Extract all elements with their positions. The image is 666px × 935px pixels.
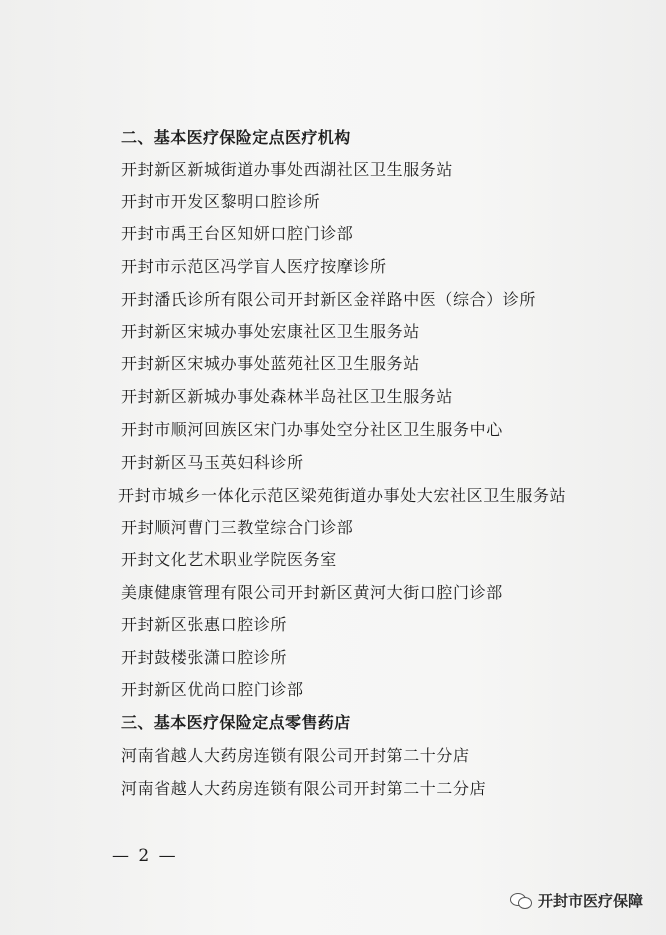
account-watermark: [510, 885, 643, 915]
list-item: 开封顺河曹门三教堂综合门诊部: [121, 518, 354, 537]
list-item: 开封市城乡一体化示范区梁苑街道办事处大宏社区卫生服务站: [118, 486, 567, 505]
list-item: 开封新区新城街道办事处西湖社区卫生服务站: [121, 160, 454, 179]
list-item: 开封文化艺术职业学院医务室: [121, 550, 337, 569]
list-item: 美康健康管理有限公司开封新区黄河大街口腔门诊部: [121, 583, 503, 602]
list-item: 开封市顺河回族区宋门办事处空分社区卫生服务中心: [121, 420, 503, 439]
list-item: 开封新区宋城办事处蓝苑社区卫生服务站: [121, 354, 420, 373]
list-item: 开封新区张惠口腔诊所: [121, 615, 288, 634]
list-item: 开封市禹王台区知妍口腔门诊部: [121, 224, 354, 243]
section-heading: 三、基本医疗保险定点零售药店: [121, 713, 351, 732]
list-item: 开封鼓楼张潇口腔诊所: [121, 648, 288, 667]
list-item: 河南省越人大药房连锁有限公司开封第二十分店: [121, 746, 470, 765]
list-item: 开封新区马玉英妇科诊所: [121, 453, 304, 472]
list-item: 河南省越人大药房连锁有限公司开封第二十二分店: [121, 779, 487, 798]
list-item: 开封市示范区冯学盲人医疗按摩诊所: [121, 257, 387, 276]
list-item: 开封潘氏诊所有限公司开封新区金祥路中医（综合）诊所: [121, 290, 537, 309]
section-heading: 二、基本医疗保险定点医疗机构: [121, 128, 351, 147]
wechat-icon: [510, 891, 532, 909]
list-item: 开封新区优尚口腔门诊部: [121, 680, 304, 699]
list-item: 开封新区宋城办事处宏康社区卫生服务站: [121, 322, 420, 341]
list-item: 开封新区新城办事处森林半岛社区卫生服务站: [121, 387, 454, 406]
watermark-text: 开封市医疗保障: [538, 891, 644, 910]
list-item: 开封市开发区黎明口腔诊所: [121, 192, 321, 211]
page-number: — 2 —: [112, 846, 178, 866]
